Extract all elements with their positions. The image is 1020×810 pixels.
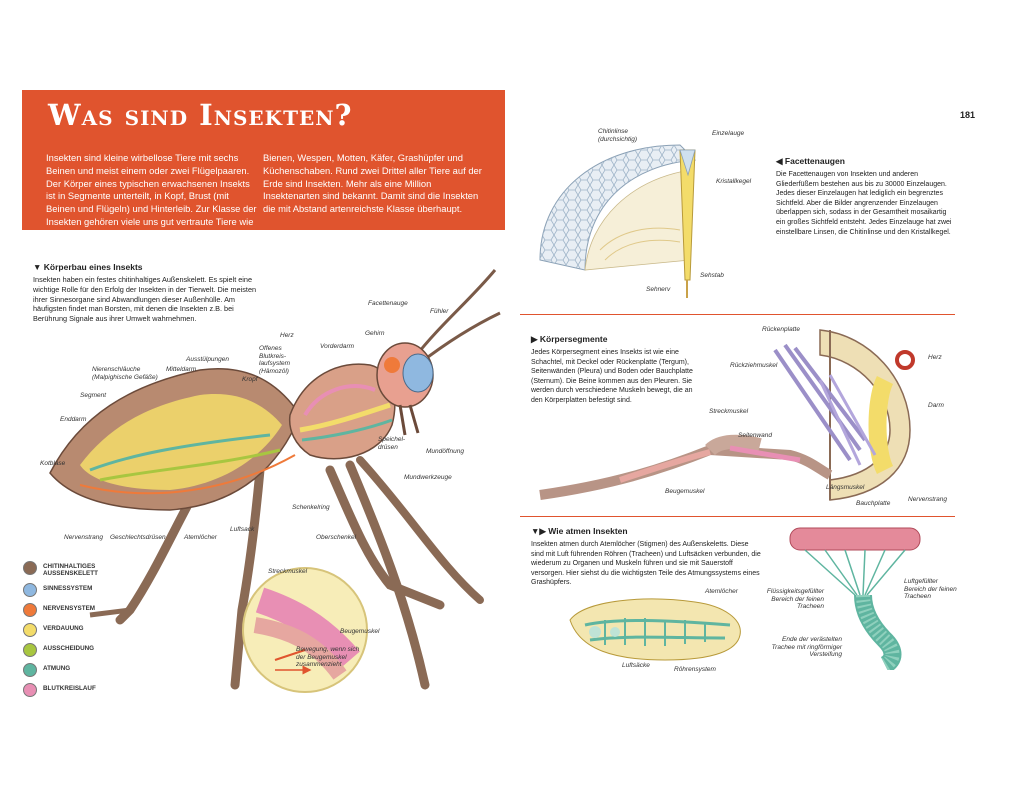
label-mitteldarm: Mitteldarm: [166, 366, 197, 373]
label-segment: Segment: [80, 392, 107, 399]
label-facettenauge: Facettenauge: [368, 300, 408, 307]
label-gehirn: Gehirn: [365, 330, 385, 337]
atmen-body: Insekten atmen durch Atemlöcher (Stigmen) des Außenskeletts. Diese sind mit Luft führenden Röhren (Tracheen) und Luftsäcken verbunden, die wiederum zu Organen und Muskeln führen und sie mit Sauerstoff versorgen. Hier siehst du die wichtigsten Teile des Atmungssystems eines Grashüpfers.: [531, 541, 761, 587]
facettenaugen-section: [776, 156, 954, 237]
label-enddarm: Enddarm: [60, 416, 87, 423]
label-rueckziehmuskel: Rückziehmuskel: [730, 362, 778, 369]
grasshopper-breathing-illustration: [565, 590, 745, 670]
intro-text-left: Insekten sind kleine wirbellose Tiere mit sechs Beinen und meist einem oder zwei Flügelpaaren. Der Körper eines typischen erwachsenen Insekts ist in Segmente unterteilt, in Kopf, Brust (mit Beinen und Flügeln) und Hinterleib. Zur Klasse der Insekten gehören viele uns gut vertraute Tiere wie Fliegen,: [46, 152, 257, 240]
legend-color-icon: [23, 643, 37, 657]
label-luftsaecke: Luftsäcke: [622, 662, 650, 669]
page-title: Was sind Insekten?: [48, 98, 353, 132]
label-oberschenkel: Oberschenkel: [316, 534, 357, 541]
koerpersegmente-body: Jedes Körpersegment eines Insekts ist wie eine Schachtel, mit Deckel oder Rückenplatte (Tergum), Seitenwänden (Pleura) und Boden oder Bauchplatte (Sternum). Die Beine kommen aus den Pleuren. Sie werden durch verschiedene Muskeln bewegt, die an den Körperplatten befestigt sind.: [531, 349, 693, 404]
label-chitinlinse: Chitinlinse (durchsichtig): [598, 128, 638, 143]
legend-item-verdauung: VERDAUUNG: [43, 625, 84, 632]
label-atemloecher: Atemlöcher: [184, 534, 217, 541]
label-inset-caption: Bewegung, wenn sich der Beugemuskel zusammenzieht: [296, 646, 360, 668]
label-inset-streckmuskel: Streckmuskel: [268, 568, 308, 575]
label-luftsack: Luftsack: [230, 526, 255, 533]
label-segment-nervenstrang: Nervenstrang: [908, 496, 948, 503]
page-number: 181: [959, 110, 975, 120]
section-divider: [520, 516, 955, 517]
label-kropf: Kropf: [242, 376, 258, 383]
facettenaugen-title: ◀ Facettenaugen: [776, 156, 845, 166]
label-herz: Herz: [280, 332, 294, 339]
legend-item-sinnessystem: SINNESSYSTEM: [43, 585, 92, 592]
label-atemloecher-grashuepfer: Atemlöcher: [705, 588, 738, 595]
label-segment-streckmuskel: Streckmuskel: [709, 408, 749, 415]
koerpersegmente-title: ▶ Körpersegmente: [531, 334, 608, 344]
label-schenkelring: Schenkelring: [292, 504, 330, 511]
label-luft-tracheen: Luftgefüllter Bereich der feinen Tracheen: [904, 578, 957, 600]
intro-text-right: Bienen, Wespen, Motten, Käfer, Grashüpfer und Küchenschaben. Rund zwei Drittel aller Tiere auf der Erde sind Insekten. Mehr als eine Million Insektenarten sind bekannt. Damit sind die Insekten die mit Abstand artenreichste Klasse überhaupt.: [263, 152, 482, 215]
legend-color-icon: [23, 623, 37, 637]
legend-item-blutkreislauf: BLUTKREISLAUF: [43, 685, 96, 692]
label-bauchplatte: Bauchplatte: [856, 500, 891, 507]
legend-item-nervensystem: NERVENSYSTEM: [43, 605, 95, 612]
label-ausstuelpungen: Ausstülpungen: [186, 356, 230, 363]
koerperbau-body: Insekten haben ein festes chitinhaltiges Außenskelett. Es spielt eine wichtige Rolle für den Erfolg der Insekten in der Tierwelt. Die meisten ihrer Sinnesorgane sind Abwandlungen dieser Außenhülle. Am häufigsten findet man Borsten, mit denen die Insekten z.B. bei Berührung Signale aus ihrer Umwelt wahrnehmen.: [33, 275, 257, 324]
label-laengsmuskel: Längsmuskel: [826, 484, 865, 491]
label-blutkreislauf: Offenes Blutkreis- laufsystem (Hämozöl): [259, 345, 291, 375]
facettenaugen-body: Die Facettenaugen von Insekten und anderen Gliederfüßern bestehen aus bis zu 30000 Einzelaugen. Jedes dieser Einzelaugen hat lediglich ein begrenztes Sichtfeld. Aber die Bilder angrenzender Einzelaugen überlappen sich, sodass in der Gesamtheit mosaikartig ein großes Sichtfeld entsteht. Jedes Einzelauge hat zwei einstellbare Linsen, die Chitinlinse und den Kristallkegel.: [776, 171, 952, 236]
label-segment-herz: Herz: [928, 354, 942, 361]
label-kristallkegel: Kristallkegel: [716, 178, 752, 185]
label-rueckenplatte: Rückenplatte: [762, 326, 800, 333]
legend-color-icon: [23, 583, 37, 597]
legend-item-exoskelett: CHITINHALTIGES AUSSENSKELETT: [43, 563, 123, 577]
label-darm: Darm: [928, 402, 944, 409]
label-fluessig-tracheen: Flüssigkeitsgefüllter Bereich der feinen Tracheen: [766, 588, 824, 610]
label-vorderdarm: Vorderdarm: [320, 343, 355, 350]
label-nierenschlaeuche: Nierenschläuche (Malpighische Gefäße): [92, 366, 158, 381]
label-mundoeffnung: Mundöffnung: [426, 448, 464, 455]
compound-eye-illustration: [530, 130, 770, 300]
label-seitenwand: Seitenwand: [738, 432, 772, 439]
label-roehrensystem: Röhrensystem: [674, 666, 716, 673]
label-geschlechtsdruesen: Geschlechtsdrüsen: [110, 534, 166, 541]
legend-color-icon: [23, 683, 37, 697]
legend-color-icon: [23, 603, 37, 617]
label-inset-beugemuskel: Beugemuskel: [340, 628, 380, 635]
label-kotblase: Kotblase: [40, 460, 66, 467]
label-nervenstrang: Nervenstrang: [64, 534, 104, 541]
label-einzelauge: Einzelauge: [712, 130, 745, 137]
label-speicheldruesen: Speichel- drüsen: [378, 436, 406, 451]
legend-color-icon: [23, 663, 37, 677]
atmen-title: ▼▶ Wie atmen Insekten: [531, 526, 628, 536]
label-fuehler: Fühler: [430, 308, 449, 315]
legend-item-ausscheidung: AUSSCHEIDUNG: [43, 645, 94, 652]
title-banner: [22, 90, 505, 240]
label-sehnerv: Sehnerv: [646, 286, 671, 293]
atmen-section: [531, 526, 763, 588]
koerperbau-title: ▼ Körperbau eines Insekts: [33, 262, 143, 272]
legend-color-icon: [23, 561, 37, 575]
label-segment-beugemuskel: Beugemuskel: [665, 488, 705, 495]
section-divider: [520, 314, 955, 315]
label-mundwerkzeuge: Mundwerkzeuge: [404, 474, 452, 481]
label-sehstab: Sehstab: [700, 272, 724, 279]
legend-item-atmung: ATMUNG: [43, 665, 70, 672]
label-trachee-ende: Ende der verästelten Trachee mit ringförmiger Versteifung: [771, 636, 842, 658]
